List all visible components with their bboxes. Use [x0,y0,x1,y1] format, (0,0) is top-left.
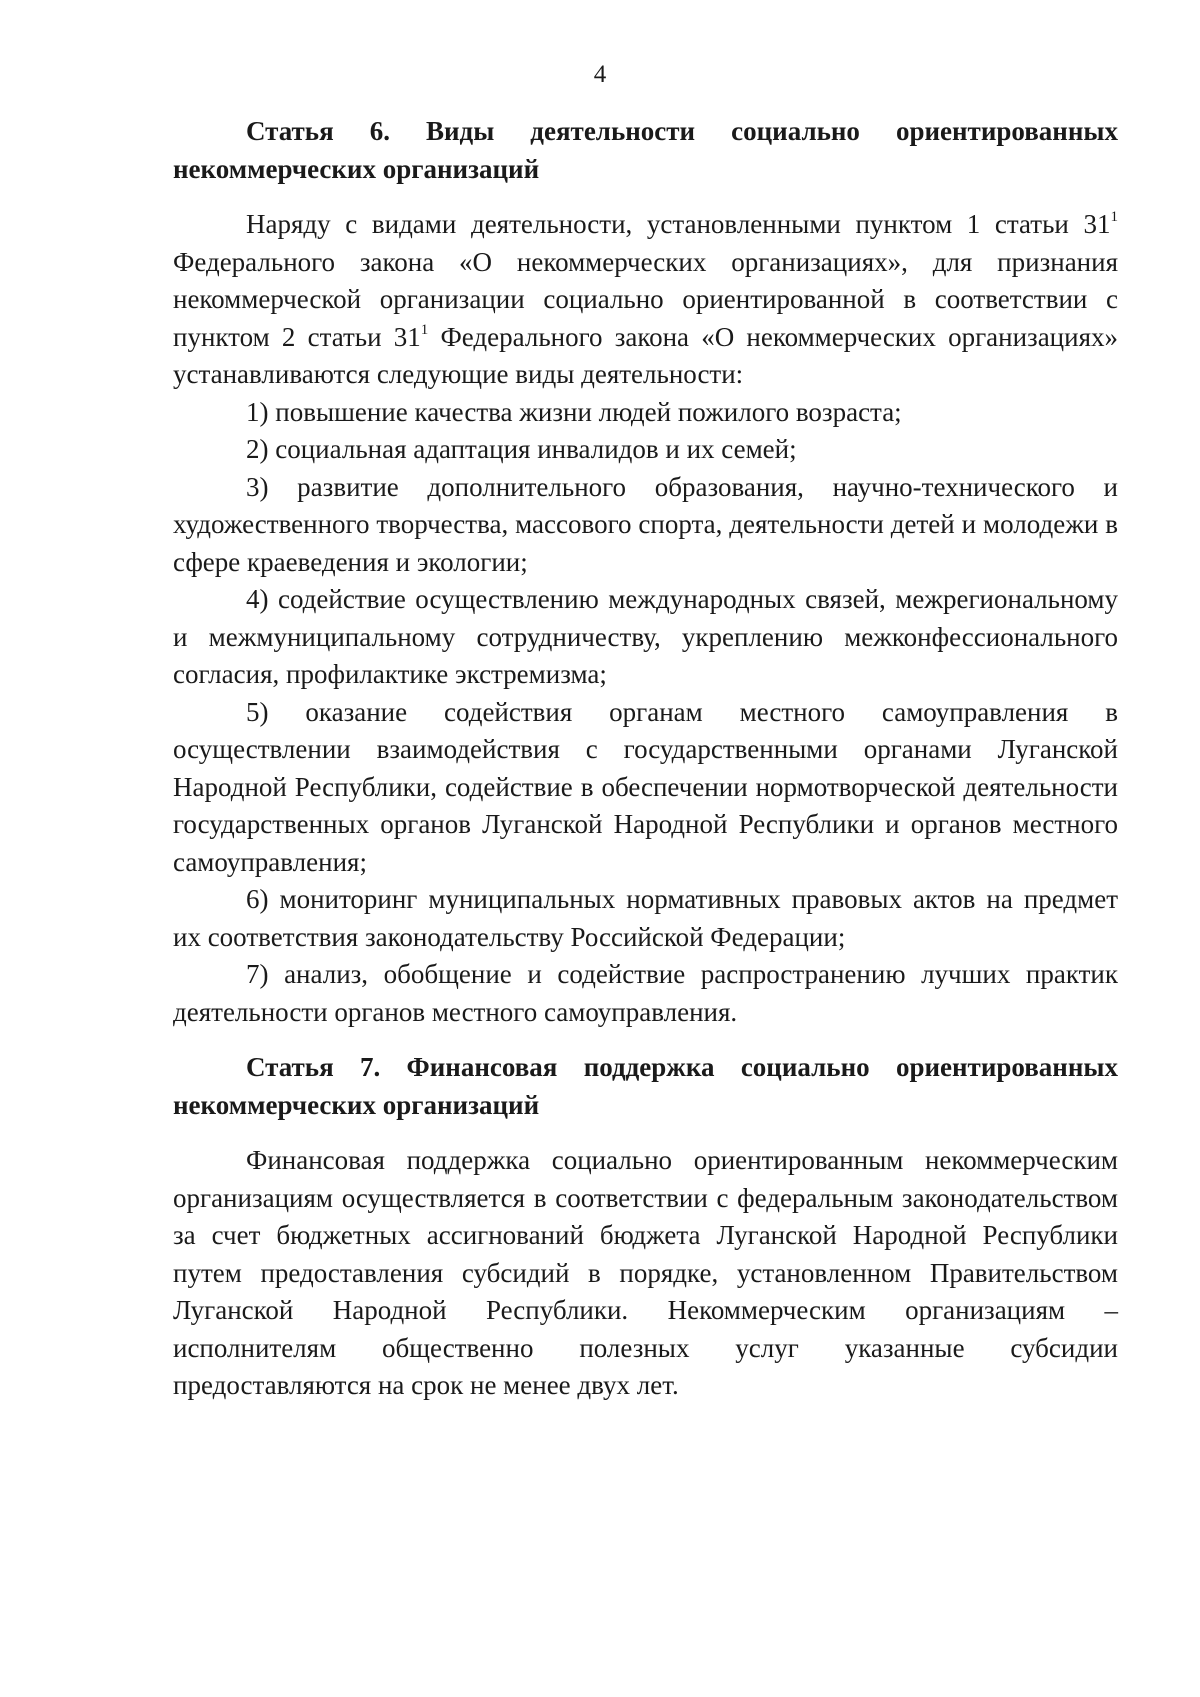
article-6-item-6: 6) мониторинг муниципальных нормативных правовых актов на предмет их соответствия законодательству Российской Федерации; [173,884,1118,952]
article-7-body-paragraph: Финансовая поддержка социально ориентированным некоммерческим организациям осуществляется в соответствии с федеральным законодательством за счет бюджетных ассигнований бюджета Луганской Народной Республики путем предоставления субсидий в порядке, установленном Правительством Луганской Народной Республики. Некоммерческим организациям – исполнителям общественно полезных услуг указанные субсидии предоставляются на срок не менее двух лет. [173,1145,1118,1400]
article-7-heading: Статья 7. Финансовая поддержка социально ориентированных некоммерческих организаций [173,1052,1118,1120]
article-6-item-5: 5) оказание содействия органам местного самоуправления в осуществлении взаимодействия с государственными органами Луганской Народной Республики, содействие в обеспечении нормотворческой деятельности государственных органов Луганской Народной Республики и органов местного самоуправления; [173,696,1118,877]
article-6-heading: Статья 6. Виды деятельности социально ориентированных некоммерческих организаций [173,116,1118,184]
article-6-intro-text-1: Наряду с видами деятельности, установленными пунктом 1 статьи 31 [246,209,1111,239]
article-6-item-3: 3) развитие дополнительного образования, научно-технического и художественного творчества, массового спорта, деятельности детей и молодежи в сфере краеведения и экологии; [173,471,1118,577]
article-6-item-4: 4) содействие осуществлению международных связей, межрегиональному и межмуниципальному сотрудничеству, укреплению межконфессионального согласия, профилактике экстремизма; [173,584,1118,689]
article-6-item-7: 7) анализ, обобщение и содействие распространению лучших практик деятельности органов местного самоуправления. [173,959,1118,1027]
article-6-intro-paragraph [173,206,1118,394]
article-6-item-2: 2) социальная адаптация инвалидов и их семей; [246,434,797,464]
article-6-intro-text-3: Федерального закона «О некоммерческих организациях» устанавливаются следующие виды деятельности: [173,321,1118,389]
article-6-item-1: 1) повышение качества жизни людей пожилого возраста; [246,396,902,427]
superscript-2: 1 [420,321,429,338]
document-body [173,113,1118,1405]
article-6-intro-text-2: Федерального закона «О некоммерческих организациях», для признания некоммерческой организации социально ориентированной в соответствии с пунктом 2 статьи 31 [173,246,1118,352]
page-number: 4 [593,61,607,88]
superscript-1: 1 [1110,209,1118,225]
